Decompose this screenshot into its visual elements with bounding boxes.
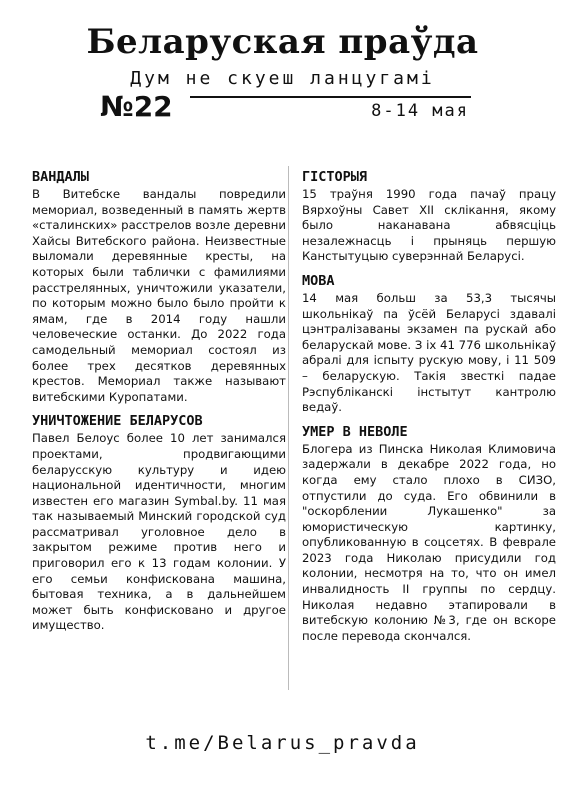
telegram-link[interactable]: t.me/Belarus_pravda: [145, 732, 420, 754]
article-heading: ГІСТОРЫЯ: [302, 169, 368, 185]
article-history: [302, 168, 556, 265]
newspaper-title: Беларуская праўда: [86, 22, 479, 62]
article-body: 14 мая больш за 53,3 тысячы школьнікаў па ўсёй Беларусі здавалі цэнтралізаваны экзамен па рускай або беларускай мове. З іх 41 776 школьнікаў абралі для іспыту рускую мову, і 11 509 – беларускую. Такія звесткі падае Рэспубліканскі інстытут кантролю ведаў.: [302, 290, 556, 415]
article-heading: МОВА: [302, 272, 335, 289]
article-language: [302, 272, 556, 416]
article-heading: УНИЧТОЖЕНИЕ БЕЛАРУСОВ: [32, 413, 203, 430]
article-died: [302, 423, 556, 645]
masthead-rule: [190, 96, 471, 98]
masthead: [0, 0, 565, 130]
newspaper-slogan: Дум не скуеш ланцугамі: [130, 68, 435, 89]
article-body: Павел Белоус более 10 лет занимался проектами, продвигающими беларусскую культуру и идею национальной идентичности, многим известен его магазин Symbal.by. 11 мая так называемый Минский городской суд рассматривал уголовное дело в закрытом режиме против него и приговорил его к 13 годам колонии. У его семьи конфискована машина, бытовая техника, а в дальнейшем может быть конфисковано и другое имущество.: [32, 431, 286, 633]
article-body: 15 траўня 1990 года пачаў працу Вярхоўны Савет XII склікання, якому было наканавана абвясціць незалежнасць і прыняць першую Канстытуцыю суверэннай Беларусі.: [302, 187, 556, 264]
article-heading: ВАНДАЛЫ: [32, 169, 89, 185]
issue-dates: 8-14 мая: [371, 101, 469, 121]
issue-number: №22: [100, 90, 173, 123]
article-destruction: [32, 412, 286, 634]
article-vandals: [32, 168, 286, 405]
column-divider: [288, 166, 289, 690]
article-body: В Витебске вандалы повредили мемориал, возведенный в память жертв «сталинских» расстрелов возле деревни Хайсы Витебского района. Неизвестные выломали деревянные кресты, на которых были таблички с фамилиями расстрелянных, уничтожили указатели, по которым можно было было пройти к ямам, где в 2014 году нашли человеческие останки. До 2022 года самодельный мемориал состоял из более трех десятков деревянных крестов. Мемориал также называют витебскими Куропатами.: [32, 187, 286, 404]
article-body: Блогера из Пинска Николая Климовича задержали в декабре 2022 года, но когда ему стало плохо в СИЗО, отпустили до суда. Его обвинили в "оскорблении Лукашенко" за юмористическую картинку, опубликованную в соцсетях. В феврале 2023 года Николаю присудили год колонии, несмотря на то, что он имел инвалидность II группы по сердцу. Николая недавно этапировали в витебскую колонию №3, где он вскоре после перевода скончался.: [302, 441, 556, 643]
article-heading: УМЕР В НЕВОЛЕ: [302, 423, 408, 440]
left-column: [32, 168, 286, 641]
right-column: [302, 168, 556, 651]
